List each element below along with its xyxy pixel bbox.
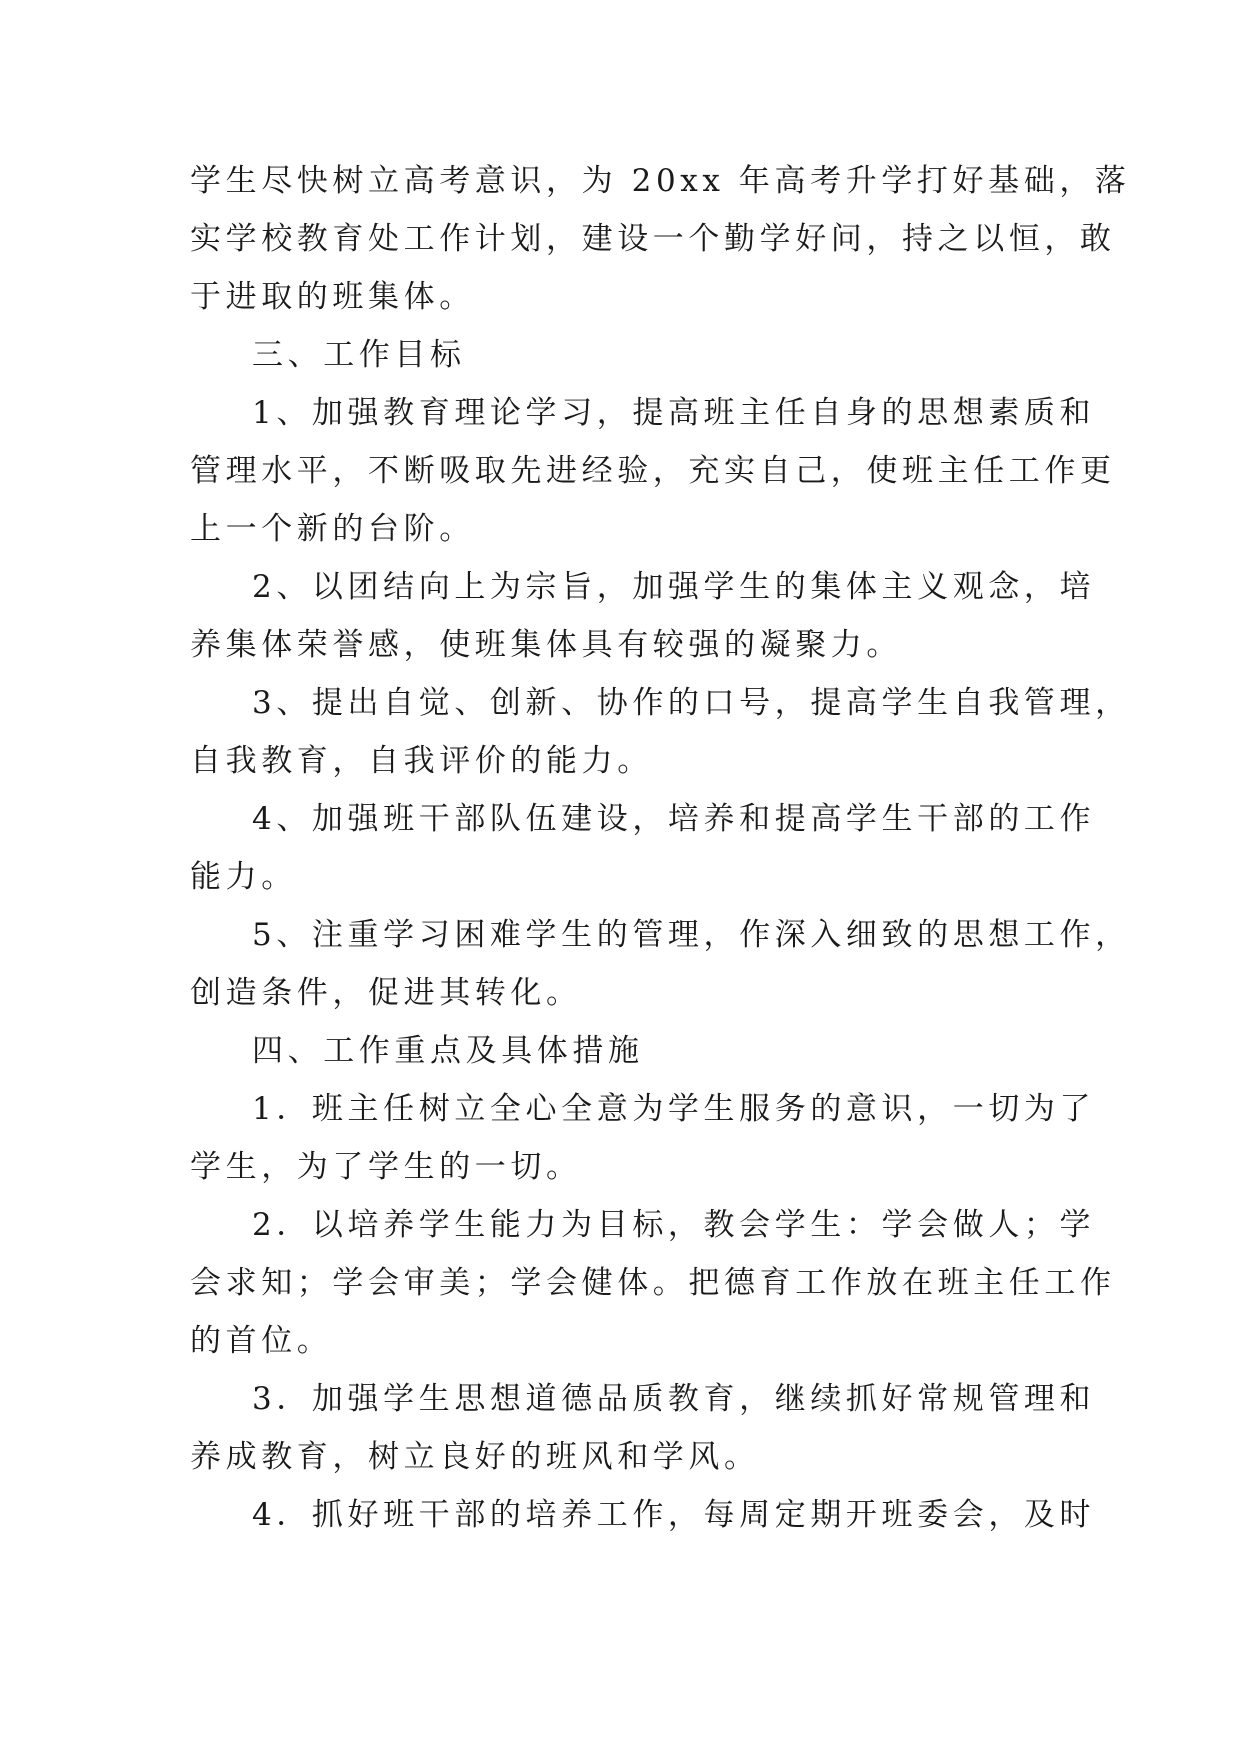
text-line: 1、加强教育理论学习，提高班主任自身的思想素质和 (252, 395, 1096, 431)
text-line: 于进取的班集体。 (190, 279, 475, 315)
text-line: 自我教育，自我评价的能力。 (190, 743, 653, 779)
text-line: 管理水平，不断吸取先进经验，充实自己，使班主任工作更 (190, 453, 1116, 489)
text-line: 1．班主任树立全心全意为学生服务的意识，一切为了 (252, 1091, 1096, 1127)
text-line: 2、以团结向上为宗旨，加强学生的集体主义观念，培 (252, 569, 1096, 605)
text-line: 养成教育，树立良好的班风和学风。 (190, 1439, 760, 1475)
text-line: 3．加强学生思想道德品质教育，继续抓好常规管理和 (252, 1381, 1096, 1417)
text-line: 的首位。 (190, 1323, 333, 1359)
text-line: 3、提出自觉、创新、协作的口号，提高学生自我管理， (252, 685, 1131, 721)
text-line: 能力。 (190, 859, 297, 895)
text-line: 学生尽快树立高考意识，为 20xx 年高考升学打好基础，落 (190, 163, 1131, 199)
section-heading: 四、工作重点及具体措施 (252, 1033, 644, 1069)
text-line: 4．抓好班干部的培养工作，每周定期开班委会，及时 (252, 1497, 1096, 1533)
text-line: 学生，为了学生的一切。 (190, 1149, 582, 1185)
text-line: 4、加强班干部队伍建设，培养和提高学生干部的工作 (252, 801, 1096, 837)
text-line: 5、注重学习困难学生的管理，作深入细致的思想工作， (252, 917, 1131, 953)
text-line: 实学校教育处工作计划，建设一个勤学好问，持之以恒，敢 (190, 221, 1116, 257)
text-line: 会求知；学会审美；学会健体。把德育工作放在班主任工作 (190, 1265, 1116, 1301)
text-line: 养集体荣誉感，使班集体具有较强的凝聚力。 (190, 627, 902, 663)
section-heading: 三、工作目标 (252, 337, 466, 373)
text-line: 2．以培养学生能力为目标，教会学生：学会做人；学 (252, 1207, 1096, 1243)
text-line: 上一个新的台阶。 (190, 511, 475, 547)
text-line: 创造条件，促进其转化。 (190, 975, 582, 1011)
